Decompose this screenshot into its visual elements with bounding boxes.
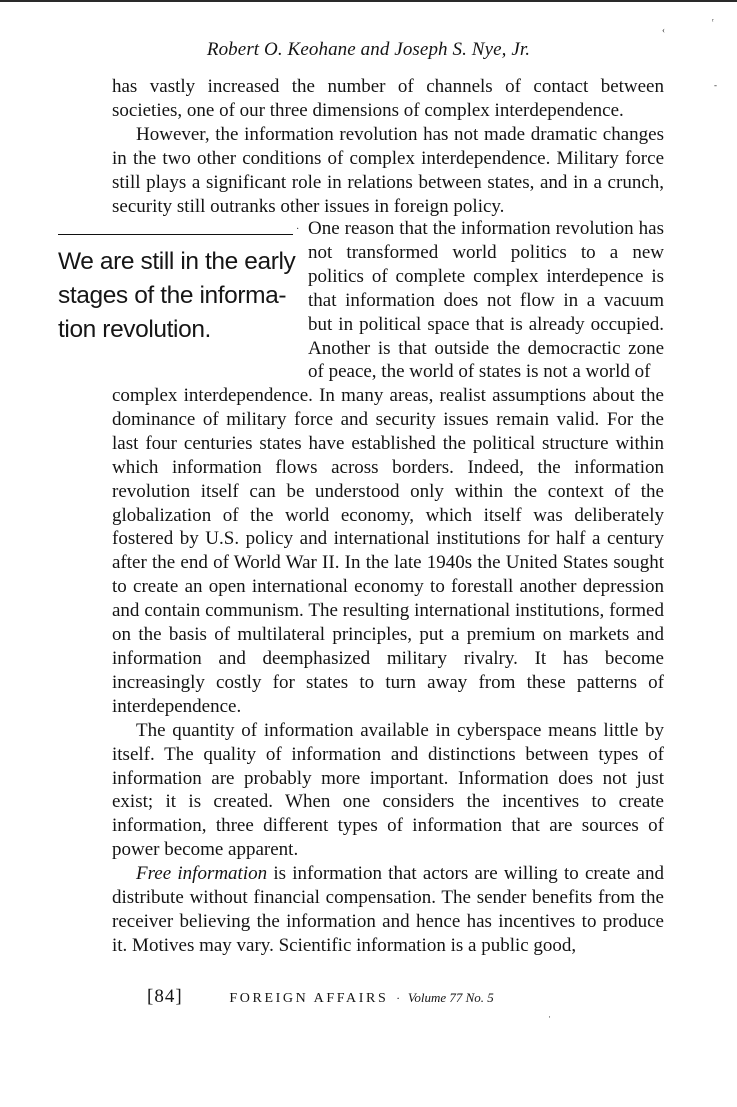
text-block-narrow — [308, 217, 664, 384]
journal-name: FOREIGN AFFAIRS — [229, 991, 389, 1006]
pull-quote — [58, 245, 298, 347]
pull-quote-line: tion revolution. — [58, 316, 211, 343]
text-block-main — [112, 384, 664, 958]
volume-info: Volume 77 No. 5 — [407, 990, 494, 1005]
running-head: Robert O. Keohane and Joseph S. Nye, Jr. — [206, 39, 531, 60]
paragraph: However, the information revolution has not made dramatic changes in the two other conditions of complex interdependence. Military force still plays a significant role in relations between states, and in a crunch, security still outranks other issues in foreign policy. — [112, 123, 664, 217]
pull-quote-line: stages of the informa- — [58, 282, 287, 309]
scan-edge — [0, 0, 737, 2]
scan-mark: ʳ — [712, 16, 714, 26]
page-footer — [147, 986, 494, 1008]
paragraph-narrow: One reason that the information revolution has not transformed world politics to a new politics of complete complex interdepence is that information does not flow in a vacuum but in political space that is already occupied. Another is that outside the democractic zone of peace, the world of states is not a world of — [308, 218, 664, 383]
paragraph-text: is information that actors are willing to create and distribute without financial compensation. The sender benefits from the receiver believing the information and hence has incentives to produce it. Motives may vary. Scientific information is a public good, — [112, 863, 664, 956]
term-free-information: Free information — [136, 863, 268, 885]
paragraph-continuation: has vastly increased the number of channels of contact between societies, one of our three dimensions of complex interdependence. — [112, 76, 664, 121]
pull-quote-rule — [58, 234, 293, 235]
footer-separator: · — [396, 991, 401, 1005]
paragraph — [112, 862, 664, 958]
page-number: [84] — [147, 986, 183, 1007]
paragraph: complex interdependence. In many areas, realist assumptions about the dominance of military force and security issues remain valid. For the last four centuries states have established the political structure within which information flows across borders. Indeed, the information revolution itself can be understood only within the context of the globalization of the world economy, which itself was deliberately fostered by U.S. policy and international institutions for half a century after the end of World War II. In the late 1940s the United States sought to create an open international economy to forestall another depression and contain communism. The resulting international institutions, formed on the basis of multilateral principles, put a premium on markets and information and deemphasized military rivalry. It has become increasingly costly for states to turn away from these patterns of interdependence. — [112, 385, 664, 717]
scan-mark: · — [548, 1012, 551, 1022]
paragraph: The quantity of information available in cyberspace means little by itself. The quality of information and distinctions between types of information are probably more important. Information does not just exist; it is created. When one considers the incentives to create information, three different types of information that are sources of power become apparent. — [112, 719, 664, 861]
pull-quote-dot: · — [296, 224, 300, 235]
scan-mark: ‹ — [662, 25, 665, 35]
text-block-top — [112, 75, 664, 218]
pull-quote-line: We are still in the early — [58, 248, 296, 275]
scan-mark: - — [714, 80, 717, 90]
